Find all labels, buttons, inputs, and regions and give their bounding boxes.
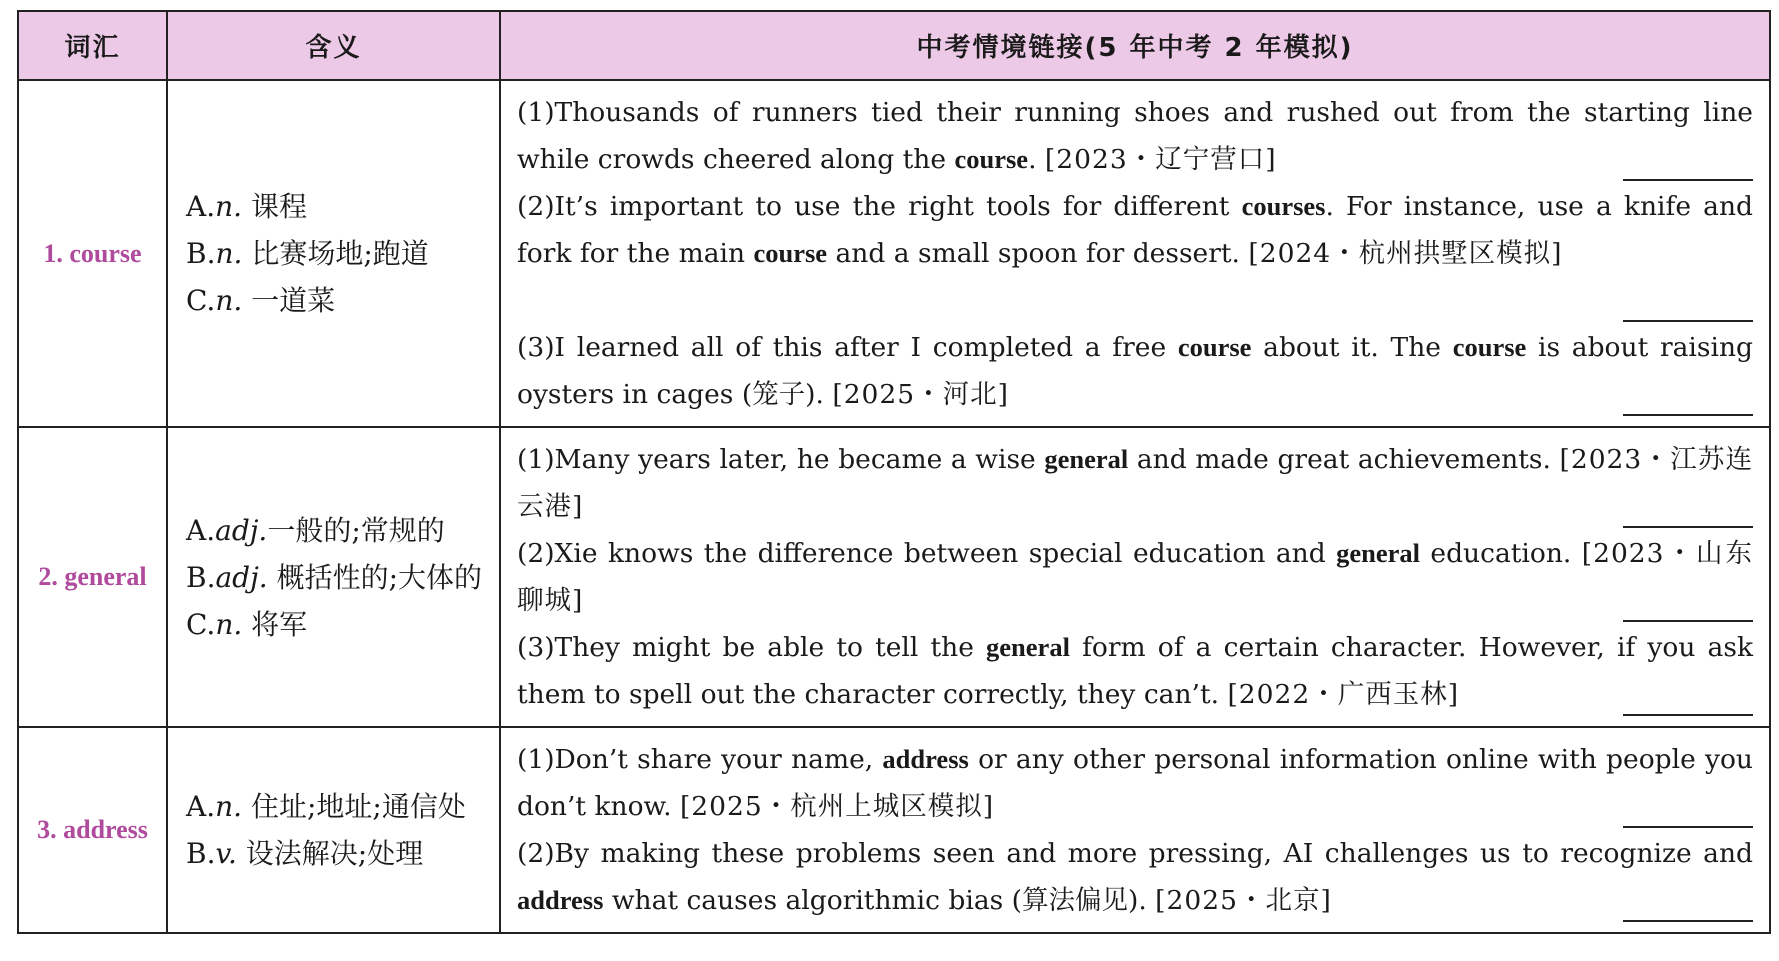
vocabulary-table [17, 10, 1771, 934]
source-citation: [2025・北京] [1155, 885, 1332, 916]
header-context: 中考情境链接(5 年中考 2 年模拟) [500, 11, 1770, 80]
example-cell [500, 427, 1770, 727]
example-sentence: (1)Thousands of runners tied their running shoes and rushed out from the starting line while crowds cheered along the course. [2023・辽宁营口] [517, 89, 1753, 183]
meaning-item: C.n. 将军 [186, 607, 308, 641]
vocab-word: 2. general [18, 427, 167, 727]
example-sentence: (3)They might be able to tell the general form of a certain character. However, if you ask them to spell out the character correctly, they can’t. [2022・广西玉林] [517, 624, 1753, 718]
source-citation: [2025・河北] [832, 379, 1009, 410]
meaning-item: A.n. 住址;地址;通信处 [186, 790, 466, 823]
meaning-item: A.n. 课程 [186, 190, 307, 223]
meaning-item: C.n. 一道菜 [186, 284, 336, 317]
meaning-item: B.n. 比赛场地;跑道 [186, 237, 429, 270]
example-sentence: (2)By making these problems seen and more pressing, AI challenges us to recognize and address what causes algorithmic bias (算法偏见). [2025・北京] [517, 830, 1753, 924]
meaning-item: B.v. 设法解决;处理 [186, 837, 424, 870]
meaning-cell [167, 80, 500, 427]
example-sentence: (1)Many years later, he became a wise general and made great achievements. [2023・江苏连云港] [517, 436, 1753, 530]
meaning-cell [167, 427, 500, 727]
source-citation: [2024・杭州拱墅区模拟] [1248, 238, 1563, 269]
vocab-word: 1. course [18, 80, 167, 427]
example-cell [500, 80, 1770, 427]
example-sentence: (2)It’s important to use the right tools for different courses. For instance, use a knife and fork for the main course and a small spoon for dessert. [2024・杭州拱墅区模拟] [517, 183, 1753, 324]
example-sentence: (1)Don’t share your name, address or any other personal information online with people you don’t know. [2025・杭州上城区模拟] [517, 736, 1753, 830]
meaning-item: B.adj. 概括性的;大体的 [186, 560, 483, 594]
meaning-cell [167, 727, 500, 933]
header-meaning: 含义 [167, 11, 500, 80]
source-citation: [2025・杭州上城区模拟] [679, 791, 995, 822]
vocab-word: 3. address [18, 727, 167, 933]
meaning-item: A.adj.一般的;常规的 [186, 513, 445, 547]
example-cell [500, 727, 1770, 933]
source-citation: [2022・广西玉林] [1227, 679, 1460, 710]
header-row [18, 11, 1770, 80]
table-row [18, 80, 1770, 427]
example-sentence: (2)Xie knows the difference between special education and general education. [2023・山东聊城] [517, 530, 1753, 624]
source-citation: [2023・山东聊城] [517, 538, 1753, 616]
source-citation: [2023・江苏连云港] [517, 444, 1754, 522]
table-row [18, 727, 1770, 933]
table-row [18, 427, 1770, 727]
example-sentence: (3)I learned all of this after I completed a free course about it. The course is about raising oysters in cages (笼子). [2025・河北] [517, 324, 1753, 418]
source-citation: [2023・辽宁营口] [1044, 144, 1277, 175]
vocabulary-table-page [17, 10, 1769, 934]
header-word: 词汇 [18, 11, 167, 80]
